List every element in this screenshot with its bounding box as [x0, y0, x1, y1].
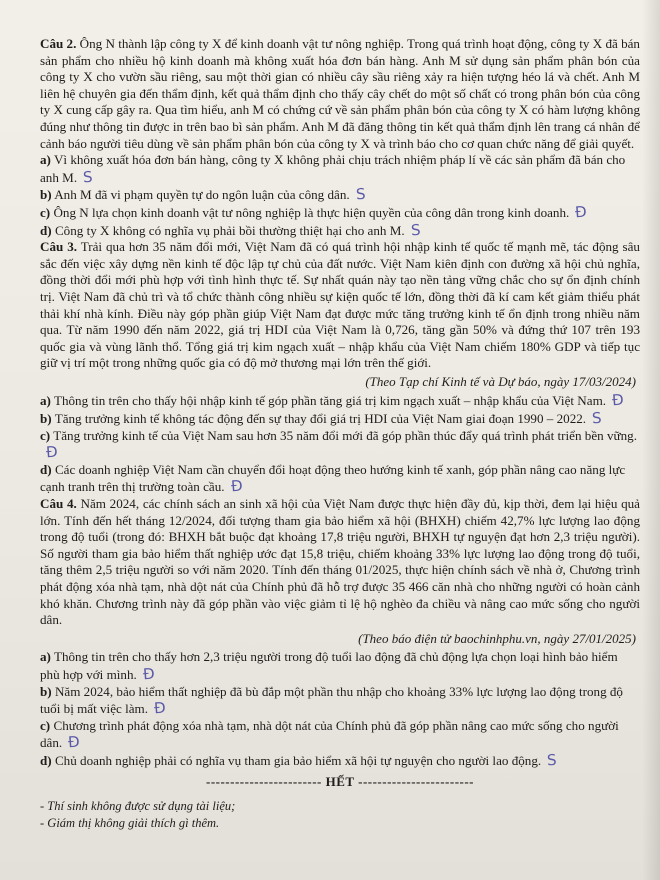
option-text: Các doanh nghiệp Việt Nam cần chuyển đổi hoạt động theo hướng kinh tế xanh, góp phần nâng cao năng lực cạnh tranh trên thị trường toàn cầu. — [40, 461, 626, 495]
handwritten-mark: Đ — [142, 664, 155, 684]
question-3-source: (Theo Tạp chí Kinh tế và Dự báo, ngày 17/03/2024) — [365, 373, 636, 389]
question-3 — [40, 239, 640, 372]
q3-option-c — [40, 428, 640, 462]
q4-option-a — [40, 649, 640, 683]
option-label: a) — [40, 152, 51, 168]
page-edge-shadow — [642, 0, 660, 880]
handwritten-mark: S — [82, 167, 94, 187]
q2-option-d — [40, 222, 640, 240]
q2-option-a — [40, 152, 640, 186]
question-4-text: Năm 2024, các chính sách an sinh xã hội của Việt Nam được thực hiện đầy đủ, kịp thời, đem lại hiệu quả lớn. Tính đến hết tháng 12/2024, đối tượng tham gia bảo hiểm xã hội (BHXH) chiếm 42,7% lực lượng lao động trong độ tuổi (trong đó: BHXH bắt buộc đạt khoảng 17,8 triệu người, BHXH tự nguyện đạt hơn 2,3 triệu người). Số người tham gia bảo hiểm thất nghiệp ước đạt 15,8 triệu, chiếm khoảng 33% lực lượng lao động trong độ tuổi, tăng thêm 2,5 triệu người so với năm 2020. Tính đến tháng 01/2025, thực hiện chính sách về nhà ở, Chương trình phát động xóa nhà tạm, nhà dột nát của Chính phủ đã hỗ trợ được 35 466 căn nhà cho những người có hoàn cảnh khó khăn. Chương trình này đã góp phần vào việc giảm tỉ lệ hộ nghèo đa chiều và nâng cao mức sống cho người dân. — [40, 496, 640, 628]
handwritten-mark: Đ — [67, 732, 81, 752]
option-text: Thông tin trên cho thấy hơn 2,3 triệu người trong độ tuổi lao động đã chủ động lựa chọn loại hình bảo hiểm phù hợp với mình. — [40, 649, 618, 682]
question-2-text: Ông N thành lập công ty X để kinh doanh vật tư nông nghiệp. Trong quá trình hoạt động, công ty X đã bán sản phẩm cho nhiều hộ kinh doanh mà không xuất hóa đơn bán hàng. Anh M sử dụng sản phẩm phân bón của công ty X cho vườn sầu riêng, sau một thời gian có nhiều cây sầu riêng xảy ra hiện tượng héo lá và chết. Anh M liên hệ chuyên gia đến thẩm định, kết quả thẩm định cho thấy cây chết do một số chất có trong phân bón của công ty X cung cấp gây ra. Qua tìm hiểu, anh M có chứng cứ về sản phẩm phân bón của công ty X có hàm lượng không đúng như thông tin được in trên bao bì sản phẩm. Anh M đã đăng thông tin kết quả thẩm định lên trang cá nhân để cảnh báo người tiêu dùng về sản phẩm phân bón của công ty X và trình báo cho cơ quan chức năng để giải quyết. — [40, 36, 640, 151]
option-label: b) — [40, 187, 52, 203]
handwritten-mark: S — [410, 220, 421, 239]
option-label: c) — [40, 717, 51, 733]
q3-option-d — [40, 462, 640, 496]
question-4 — [40, 496, 640, 629]
handwritten-mark: Đ — [153, 698, 167, 718]
option-label: d) — [40, 222, 52, 238]
footer-note-1: - Thí sinh không được sử dụng tài liệu; — [40, 798, 236, 813]
end-label: HẾT — [325, 773, 355, 789]
option-text: Công ty X không có nghĩa vụ phải bồi thường thiệt hại cho anh M. — [54, 222, 405, 238]
end-marker: ------------------------ HẾT ------------------------ — [205, 773, 475, 789]
question-4-source: (Theo báo điện tử baochinhphu.vn, ngày 27/01/2025) — [358, 630, 636, 646]
q4-option-c — [40, 718, 640, 752]
q2-option-b — [40, 186, 640, 204]
option-text: Chương trình phát động xóa nhà tạm, nhà dột nát của Chính phủ đã góp phần nâng cao mức sống cho người dân. — [40, 717, 619, 751]
option-label: c) — [40, 427, 51, 443]
question-2 — [40, 36, 640, 152]
option-label: b) — [40, 411, 52, 427]
handwritten-mark: S — [591, 408, 603, 428]
option-text: Thông tin trên cho thấy hội nhập kinh tế góp phần tăng giá trị kim ngạch xuất – nhập khẩu của Việt Nam. — [53, 393, 607, 409]
handwritten-mark: S — [546, 750, 558, 770]
option-label: b) — [40, 683, 52, 699]
option-label: d) — [40, 461, 52, 477]
option-text: Chủ doanh nghiệp phải có nghĩa vụ tham gia bảo hiểm xã hội tự nguyện cho người lao động. — [54, 752, 542, 768]
option-text: Tăng trưởng kinh tế không tác động đến sự thay đổi giá trị HDI của Việt Nam giai đoạn 1990 – 2022. — [54, 411, 587, 427]
option-label: a) — [40, 393, 51, 409]
question-4-label: Câu 4. — [40, 496, 77, 512]
handwritten-mark: Đ — [611, 391, 625, 410]
handwritten-mark: Đ — [229, 477, 243, 496]
option-label: a) — [40, 649, 51, 665]
q2-option-c — [40, 204, 640, 222]
option-text: Vì không xuất hóa đơn bán hàng, công ty X không phải chịu trách nhiệm pháp lí về các sản phẩm đã bán cho anh M. — [40, 152, 626, 185]
option-label: d) — [40, 752, 52, 768]
footer-note-2: - Giám thị không giải thích gì thêm. — [40, 815, 220, 830]
q3-option-b — [40, 410, 640, 428]
question-3-label: Câu 3. — [40, 239, 78, 255]
handwritten-mark: S — [355, 185, 366, 204]
handwritten-mark: Đ — [574, 202, 588, 222]
option-text: Anh M đã vi phạm quyền tự do ngôn luận của công dân. — [54, 187, 350, 203]
q3-option-a — [40, 392, 640, 410]
q4-option-d — [40, 752, 640, 770]
question-3-text: Trải qua hơn 35 năm đổi mới, Việt Nam đã có quá trình hội nhập kinh tế quốc tế mạnh mẽ, tác động sâu sắc đến việc xây dựng nền kinh tế độc lập tự chủ của đất nước. Việt Nam kiên định con đường xã hội chủ nghĩa, đồng thời đổi mới phù hợp với tình hình thực tế. Sự nhất quán này tạo nền tảng vững chắc cho sự ổn định chính trị. Việt Nam đã chủ trì và tổ chức thành công nhiều sự kiện quốc tế lớn, đồng thời đã kí cam kết giảm thiểu phát thải khí nhà kính. Điều này góp phần giúp Việt Nam đạt được mức tăng trưởng kinh tế ổn định trong nhiều năm qua. Từ năm 1990 đến năm 2022, giá trị HDI của Việt Nam là 0,726, tăng gần 50% và đứng thứ 107 trên 193 quốc gia và vùng lãnh thổ. Tổng giá trị kim ngạch xuất – nhập khẩu của Việt Nam chiếm 180% GDP và tiếp tục giữ vị trí một trong những quốc gia có độ mở thương mại lớn trên thế giới. — [40, 239, 640, 371]
option-text: Năm 2024, bảo hiểm thất nghiệp đã bù đắp một phần thu nhập cho khoảng 33% lực lượng lao động trong độ tuổi bị mất việc làm. — [40, 683, 623, 717]
option-text: Tăng trưởng kinh tế của Việt Nam sau hơn 35 năm đổi mới đã góp phần thúc đẩy quá trình phát triển bền vững. — [53, 427, 637, 443]
option-text: Ông N lựa chọn kinh doanh vật tư nông nghiệp là thực hiện quyền của công dân trong kinh doanh. — [53, 204, 570, 220]
handwritten-mark: Đ — [45, 442, 59, 462]
option-label: c) — [40, 204, 51, 220]
question-2-label: Câu 2. — [40, 36, 77, 51]
q4-option-b — [40, 684, 640, 718]
